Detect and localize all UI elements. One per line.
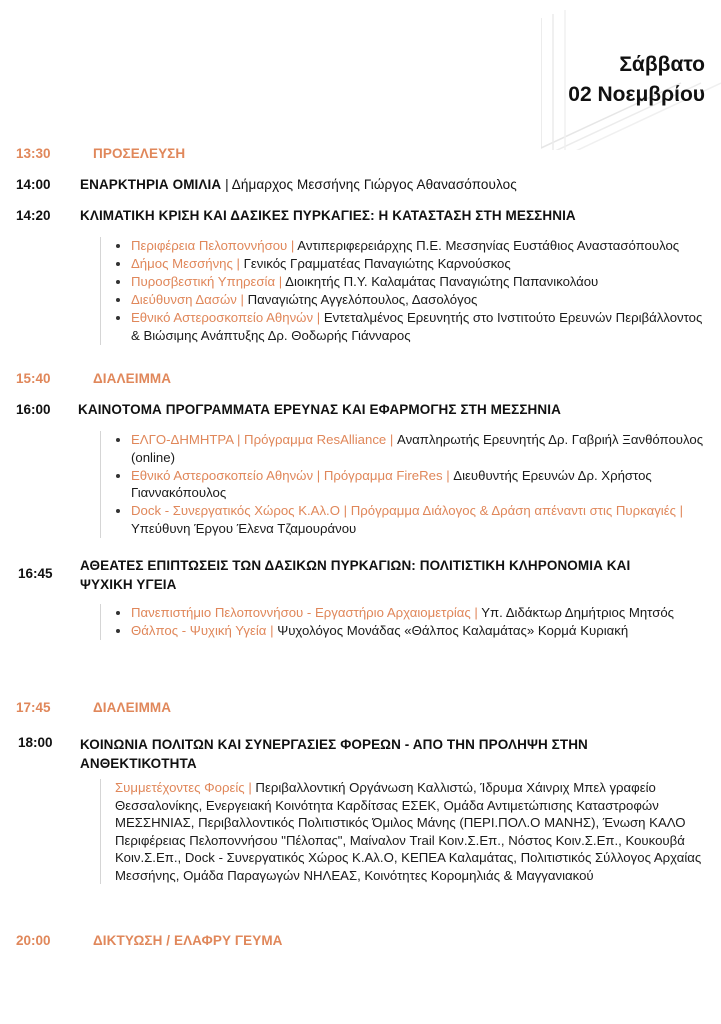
- speaker-list-1645: [100, 604, 705, 640]
- list-item: • Περιφέρεια Πελοποννήσου | Αντιπεριφερειάρχης Π.Ε. Μεσσηνίας Ευστάθιος Αναστασόπουλος: [131, 237, 705, 255]
- time-label: 18:00: [18, 735, 53, 750]
- session-title: ΚΑΙΝΟΤΟΜΑ ΠΡΟΓΡΑΜΜΑΤΑ ΕΡΕΥΝΑΣ ΚΑΙ ΕΦΑΡΜΟΓΗΣ ΣΤΗ ΜΕΣΣΗΝΙΑ: [78, 402, 561, 417]
- list-item: • Dock - Συνεργατικός Χώρος Κ.Αλ.Ο | Πρόγραμμα Διάλογος & Δράση απέναντι στις Πυρκαγιές | Υπεύθυνη Έργου Έλενα Τζαμουράνου: [131, 502, 705, 537]
- participants-text: Περιβαλλοντική Οργάνωση Καλλιστώ, Ίδρυμα Χάινριχ Μπελ γραφείο Θεσσαλονίκης, Ενεργειακή Κοινότητα Καρδίτσας ΕΣΕΚ, Ομάδα Αντιμετώπισης Καταστροφών ΜΕΣΣΗΝΙΑΣ, Περιβαλλοντικός Πολιτιστικός Όμιλος Μάνης (ΠΕΡΙ.ΠΟΛ.Ο ΜΑΝΗΣ), Ένωση ΚΑΛΟ Περιφέρειας Πελοποννήσου "Πέλοπας", Μαίναλον Trail Κοιν.Σ.Επ., Νόστος Κοιν.Σ.Επ., Κουκουβά Κοιν.Σ.Επ., Dock - Συνεργατικός Χώρος Κ.Αλ.Ο, ΚΕΠΕΑ Καλαμάτας, Πολιτιστικός Σύλλογος Αρχαίας Μεσσήνης, Ομάδα Παραγωγών ΝΗΛΕΑΣ, Κοινότητες Κορομηλιάς & Μαγγανιακού: [115, 780, 702, 883]
- time-label: 20:00: [16, 933, 51, 948]
- list-item: • ΕΛΓΟ-ΔΗΜΗΤΡΑ | Πρόγραμμα ResAlliance | Αναπληρωτής Ερευνητής Δρ. Γαβριήλ Ξανθόπουλος (online): [131, 431, 705, 466]
- time-label: 13:30: [16, 146, 51, 161]
- time-label: 14:20: [16, 208, 51, 223]
- list-item: • Διεύθυνση Δασών | Παναγιώτης Αγγελόπουλος, Δασολόγος: [131, 291, 705, 309]
- time-label: 16:00: [16, 402, 51, 417]
- list-item: • Πανεπιστήμιο Πελοποννήσου - Εργαστήριο Αρχαιομετρίας | Υπ. Διδάκτωρ Δημήτριος Μητσός: [131, 604, 705, 622]
- header-day: Σάββατο: [619, 53, 705, 76]
- participants-block: [100, 779, 711, 884]
- list-item: • Πυροσβεστική Υπηρεσία | Διοικητής Π.Υ. Καλαμάτας Παναγιώτης Παπανικολάου: [131, 273, 705, 291]
- session-title: ΔΙΚΤΥΩΣΗ / ΕΛΑΦΡΥ ΓΕΥΜΑ: [93, 933, 283, 948]
- session-title: ΚΟΙΝΩΝΙΑ ΠΟΛΙΤΩΝ ΚΑΙ ΣΥΝΕΡΓΑΣΙΕΣ ΦΟΡΕΩΝ - ΑΠΟ ΤΗΝ ΠΡΟΛΗΨΗ ΣΤΗΝ ΑΝΘΕΚΤΙΚΟΤΗΤΑ: [80, 737, 588, 771]
- list-item: • Εθνικό Αστεροσκοπείο Αθηνών | Πρόγραμμα FireRes | Διευθυντής Ερευνών Δρ. Χρήστος Γιαννακόπουλος: [131, 467, 705, 502]
- date-header: [568, 50, 705, 110]
- participants-label: Συμμετέχοντες Φορείς |: [115, 780, 256, 795]
- list-item: • Εθνικό Αστεροσκοπείο Αθηνών | Εντεταλμένος Ερευνητής στο Ινστιτούτο Ερευνών Περιβάλλοντος & Βιώσιμης Ανάπτυξης Δρ. Θοδωρής Γιάνναρος: [131, 309, 705, 344]
- time-label: 17:45: [16, 700, 51, 715]
- speaker-list-1600: [100, 431, 705, 538]
- header-date: 02 Νοεμβρίου: [568, 83, 705, 106]
- session-title: ΑΘΕΑΤΕΣ ΕΠΙΠΤΩΣΕΙΣ ΤΩΝ ΔΑΣΙΚΩΝ ΠΥΡΚΑΓΙΩΝ: ΠΟΛΙΤΙΣΤΙΚΗ ΚΛΗΡΟΝΟΜΙΑ ΚΑΙ ΨΥΧΙΚΗ ΥΓΕΙΑ: [80, 558, 631, 592]
- session-title: ΕΝΑΡΚΤΗΡΙΑ ΟΜΙΛΙΑ | Δήμαρχος Μεσσήνης Γιώργος Αθανασόπουλος: [80, 177, 517, 192]
- session-title: ΔΙΑΛΕΙΜΜΑ: [93, 371, 172, 386]
- time-label: 16:45: [18, 566, 53, 581]
- session-title: ΔΙΑΛΕΙΜΜΑ: [93, 700, 172, 715]
- speaker-list-1420: [100, 237, 705, 345]
- time-label: 15:40: [16, 371, 51, 386]
- time-label: 14:00: [16, 177, 51, 192]
- session-title: ΚΛΙΜΑΤΙΚΗ ΚΡΙΣΗ ΚΑΙ ΔΑΣΙΚΕΣ ΠΥΡΚΑΓΙΕΣ: Η ΚΑΤΑΣΤΑΣΗ ΣΤΗ ΜΕΣΣΗΝΙΑ: [80, 208, 576, 223]
- list-item: • Δήμος Μεσσήνης | Γενικός Γραμματέας Παναγιώτης Καρνούσκος: [131, 255, 705, 273]
- list-item: • Θάλπος - Ψυχική Υγεία | Ψυχολόγος Μονάδας «Θάλπος Καλαμάτας» Κορμά Κυριακή: [131, 622, 705, 640]
- session-title: ΠΡΟΣΕΛΕΥΣΗ: [93, 146, 186, 161]
